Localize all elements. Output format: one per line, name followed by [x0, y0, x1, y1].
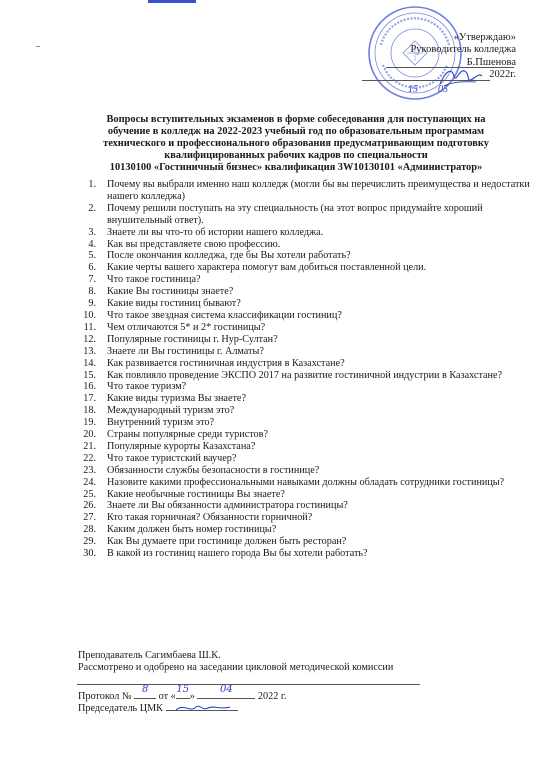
- title-line-2: обучение в колледж на 2022-2023 учебный год по образовательным программам: [107, 126, 485, 137]
- question-number: 6.: [88, 262, 96, 274]
- question-number: 22.: [83, 452, 96, 464]
- question-number: 16.: [83, 381, 96, 393]
- question-number: 20.: [83, 429, 96, 441]
- question-item: [83, 393, 538, 405]
- question-text: Какие виды гостиниц бывают?: [107, 298, 241, 310]
- question-number: 18.: [83, 405, 96, 417]
- question-item: [88, 286, 538, 298]
- handwritten-approval-date: [404, 84, 474, 100]
- question-number: 3.: [88, 226, 96, 238]
- footer-block: [78, 650, 508, 674]
- protocol-from: от «: [158, 691, 176, 702]
- question-text: Внутренний туризм это?: [107, 417, 215, 429]
- question-number: 11.: [83, 321, 96, 333]
- teacher-line: Преподаватель Сагимбаева Ш.К.: [78, 650, 221, 661]
- question-text: Популярные гостиницы г. Нур-Султан?: [107, 333, 278, 345]
- question-text: После окончания колледжа, где бы Вы хотели работать?: [107, 250, 351, 262]
- question-item: [83, 488, 538, 501]
- chair-label: Председатель ЦМК: [78, 703, 163, 714]
- protocol-month: 04: [220, 684, 233, 695]
- protocol-month-field: [197, 684, 255, 699]
- question-number: 30.: [83, 548, 96, 560]
- question-item: [83, 357, 538, 370]
- question-text: Назовите какими профессиональными навыками должны обладать сотрудники гостиницы?: [107, 476, 505, 488]
- question-number: 9.: [88, 298, 96, 310]
- question-number: 1.: [88, 179, 96, 190]
- question-number: 2.: [88, 202, 96, 214]
- question-text: Какие необычные гостиницы Вы знаете?: [107, 488, 285, 500]
- question-item: [88, 238, 538, 251]
- question-number: 10.: [83, 309, 96, 321]
- question-item: [83, 548, 538, 560]
- question-number: 29.: [83, 536, 96, 548]
- protocol-day-field: [176, 684, 190, 699]
- question-text: Страны популярные среди туристов?: [107, 429, 268, 441]
- question-text: Знаете ли вы что-то об истории нашего колледжа.: [107, 226, 324, 238]
- question-text: Какие Вы гостиницы знаете?: [107, 286, 234, 298]
- question-item: [83, 333, 538, 346]
- question-item: [88, 202, 538, 227]
- question-number: 24.: [83, 476, 96, 488]
- question-number: 12.: [83, 333, 96, 345]
- question-item: [83, 417, 538, 429]
- question-item: [83, 464, 538, 477]
- question-number: 5.: [88, 250, 96, 262]
- question-text: Что такое туристский ваучер?: [107, 452, 237, 464]
- approval-heading: «Утверждаю»: [453, 32, 516, 43]
- question-number: 21.: [83, 440, 96, 452]
- handwritten-day: 15: [408, 84, 418, 95]
- question-text: Что такое туризм?: [107, 381, 187, 393]
- question-item: [83, 524, 538, 536]
- question-item: [88, 226, 538, 239]
- question-number: 26.: [83, 500, 96, 512]
- question-text: Обязанности службы безопасности в гостинице?: [107, 464, 320, 476]
- question-item: [88, 250, 538, 262]
- questions-list: [83, 179, 538, 560]
- title-line-1: Вопросы вступительных экзаменов в форме собеседования для поступающих на: [106, 114, 486, 125]
- handwritten-month: 05: [438, 84, 448, 95]
- question-number: 23.: [83, 464, 96, 476]
- question-number: 15.: [83, 369, 96, 381]
- question-number: 25.: [83, 488, 96, 500]
- question-number: 4.: [88, 238, 96, 250]
- title-line-5: 10130100 «Гостиничный бизнес» квалификация 3W10130101 «Администратор»: [109, 162, 483, 173]
- question-item: [83, 309, 538, 322]
- question-text: Что такое звездная система классификации гостиниц?: [107, 309, 342, 321]
- question-item: [83, 452, 538, 465]
- question-item: [88, 274, 538, 286]
- question-text: Популярные курорты Казахстана?: [107, 440, 256, 452]
- question-number: 19.: [83, 417, 96, 429]
- question-item: [83, 500, 538, 512]
- question-text: Какие виды туризма Вы знаете?: [107, 393, 246, 405]
- question-text: Как развивается гостиничная индустрия в Казахстане?: [107, 357, 345, 369]
- question-number: 8.: [88, 286, 96, 298]
- question-text: Почему вы выбрали именно наш колледж (могли бы вы перечислить преимущества и недостатки нашего колледжа): [107, 179, 530, 202]
- question-text: Знаете ли Вы обязанности администратора гостиницы?: [107, 500, 348, 512]
- question-text: Как Вы думаете при гостинице должен быть ресторан?: [107, 536, 347, 548]
- question-item: [83, 369, 538, 382]
- question-number: 27.: [83, 512, 96, 524]
- chair-signature: [172, 701, 236, 715]
- question-number: 13.: [83, 345, 96, 357]
- document-title: [96, 114, 496, 174]
- question-number: 28.: [83, 524, 96, 536]
- protocol-label: Протокол №: [78, 691, 132, 702]
- question-number: 17.: [83, 393, 96, 405]
- question-item: [83, 536, 538, 548]
- question-item: [83, 429, 538, 441]
- question-number: 7.: [88, 274, 96, 286]
- question-text: Как вы представляете свою профессию.: [107, 238, 281, 250]
- protocol-number: 8: [141, 684, 149, 695]
- approval-position: Руководитель колледжа: [410, 44, 516, 56]
- stray-mark: [36, 46, 40, 47]
- question-item: [83, 512, 538, 524]
- question-text: Как повлияло проведение ЭКСПО 2017 на развитие гостиничной индустрии в Казахстане?: [107, 369, 503, 381]
- question-item: [88, 262, 538, 274]
- protocol-number-field: [134, 684, 156, 699]
- question-text: Каким должен быть номер гостиницы?: [107, 524, 277, 536]
- question-text: Знаете ли Вы гостиницы г. Алматы?: [107, 345, 264, 357]
- question-number: 14.: [83, 357, 96, 369]
- question-text: Какие черты вашего характера помогут вам добиться поставленной цели.: [107, 262, 427, 274]
- title-line-4: квалифицированных рабочих кадров по специальности: [164, 150, 428, 161]
- question-item: [83, 440, 538, 453]
- top-edge-mark: [148, 0, 196, 3]
- question-item: [88, 298, 538, 310]
- approval-signatory-name: Б.Пшенова: [466, 56, 516, 68]
- question-text: Международный туризм это?: [107, 405, 235, 417]
- protocol-day: 15: [176, 684, 190, 695]
- question-item: [83, 476, 538, 489]
- question-item: [83, 381, 538, 393]
- question-item: [83, 345, 538, 358]
- question-text: Чем отличаются 5* и 2* гостиницы?: [107, 321, 266, 333]
- question-text: Что такое гостиница?: [107, 274, 201, 286]
- approval-year: 2022г.: [489, 69, 516, 81]
- question-item: [88, 179, 538, 203]
- question-text: Кто такая горничная? Обязанности горничной?: [107, 512, 313, 524]
- title-line-3: технического и профессионального образования предусматривающим подготовку: [103, 138, 489, 149]
- protocol-quote-close: »: [189, 691, 195, 702]
- question-item: [83, 321, 538, 334]
- question-text: В какой из гостиниц нашего города Вы бы хотели работать?: [107, 548, 368, 560]
- protocol-year: 2022 г.: [257, 691, 287, 702]
- question-text: Почему решили поступать на эту специальность (на этот вопрос придумайте хороший внушительный ответ).: [107, 202, 483, 226]
- reviewed-line: Рассмотрено и одобрено на заседании цикловой методической комиссии: [78, 662, 394, 673]
- question-item: [83, 405, 538, 417]
